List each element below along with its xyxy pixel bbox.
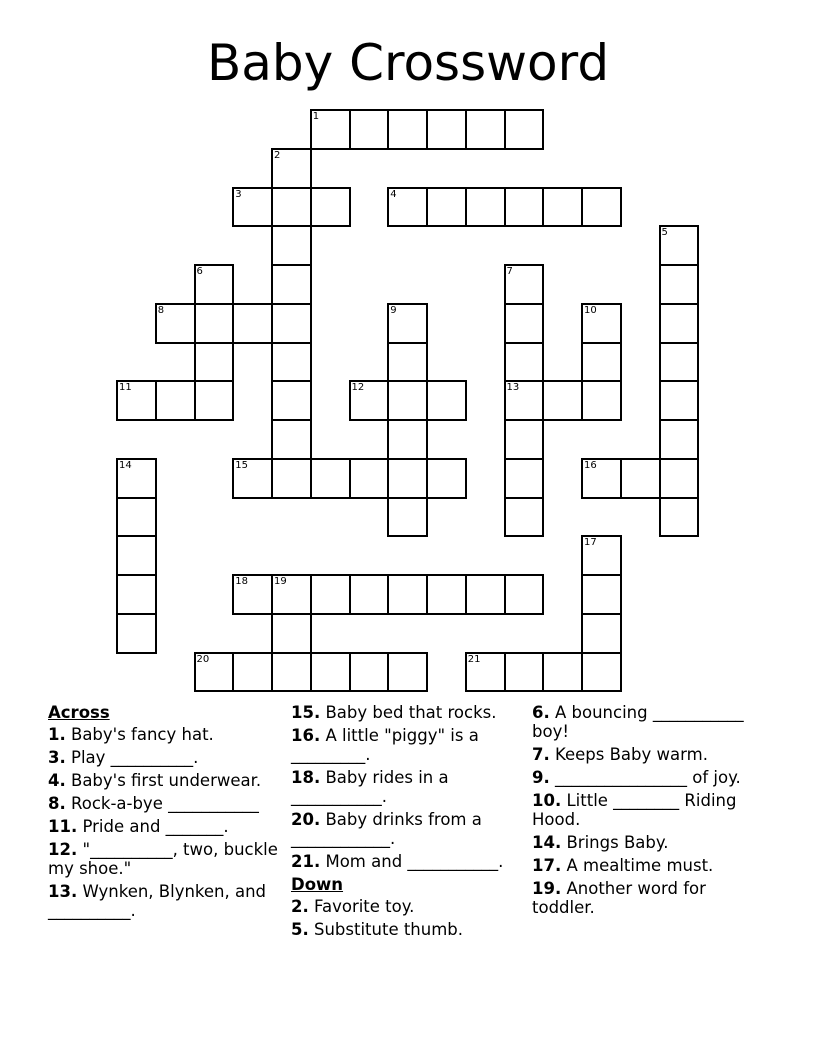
clue-item [291,703,523,722]
crossword-cell[interactable] [426,380,467,421]
crossword-cell[interactable] [465,109,506,150]
clue-item [532,768,772,787]
crossword-cell[interactable] [542,652,583,693]
clue-number: 5 [661,227,668,239]
clue-item [48,817,278,836]
clue-item-text: Substitute thumb. [308,920,464,939]
crossword-cell[interactable] [581,574,622,615]
clue-item-number: 17. [532,856,562,875]
crossword-cell[interactable] [349,652,390,693]
crossword-cell[interactable] [387,458,428,499]
crossword-cell[interactable] [271,148,312,189]
clue-number: 20 [196,653,210,665]
clue-item-text: Brings Baby. [561,833,669,852]
crossword-cell[interactable] [659,342,700,383]
clue-item [532,791,772,829]
crossword-cell[interactable] [504,380,545,421]
crossword-cell[interactable] [659,303,700,344]
clue-item [291,920,523,939]
clues-column-1 [48,703,278,924]
clue-item-text: Another word for toddler. [532,879,706,917]
clues-column-3 [532,703,772,921]
clue-item-number: 18. [291,768,321,787]
clue-item-number: 21. [291,852,321,871]
clue-number: 4 [390,188,397,200]
crossword-cell[interactable] [504,574,545,615]
clue-item-number: 8. [48,794,66,813]
clue-number: 15 [235,459,248,471]
crossword-cell[interactable] [349,574,390,615]
crossword-cell[interactable] [194,652,235,693]
crossword-cell[interactable] [504,342,545,383]
clue-item [48,748,278,767]
clue-item-text: A mealtime must. [561,856,714,875]
clue-item-number: 10. [532,791,562,810]
crossword-cell[interactable] [581,342,622,383]
down-heading: Down [291,875,344,894]
clue-item-number: 6. [532,703,550,722]
clue-item-number: 16. [291,726,321,745]
crossword-cell[interactable] [155,303,196,344]
crossword-cell[interactable] [426,109,467,150]
crossword-cell[interactable] [310,187,351,228]
clue-number: 13 [506,382,520,394]
across-clue-list [48,725,278,920]
clue-number: 1 [312,111,320,122]
crossword-cell[interactable] [387,303,428,344]
clue-number: 10 [584,304,597,316]
crossword-cell[interactable] [232,187,273,228]
crossword-cell[interactable] [194,264,235,305]
clue-number: 7 [506,266,513,277]
clue-item [48,882,278,920]
clue-number: 9 [390,304,397,316]
crossword-cell[interactable] [310,458,351,499]
clue-item-number: 4. [48,771,66,790]
clue-item [48,725,278,744]
clue-item-text: Baby bed that rocks. [320,703,497,722]
clue-item-number: 7. [532,745,550,764]
clue-item-text: A bouncing ___________ boy! [532,703,744,741]
crossword-cell[interactable] [271,380,312,421]
clue-number: 12 [351,382,365,394]
crossword-cell[interactable] [387,652,428,693]
clue-number: 3 [235,188,242,200]
clue-number: 18 [235,576,248,587]
clue-item-text: Keeps Baby warm. [549,745,708,764]
across-heading: Across [48,703,110,722]
down-clue-list-continued [532,703,772,917]
clue-number: 21 [467,653,481,665]
crossword-cell[interactable] [194,303,235,344]
clue-item [532,879,772,917]
crossword-cell[interactable] [581,652,622,693]
clue-item [532,703,772,741]
crossword-cell[interactable] [310,109,351,150]
clue-item-text: Wynken, Blynken, and __________. [48,882,267,920]
crossword-cell[interactable] [465,574,506,615]
crossword-cell[interactable] [310,574,351,615]
crossword-cell[interactable] [659,225,700,266]
clue-item-number: 2. [291,897,309,916]
crossword-cell[interactable] [504,419,545,460]
crossword-cell[interactable] [271,225,312,266]
clue-number: 8 [157,304,165,316]
clue-number: 6 [196,266,203,277]
crossword-cell[interactable] [465,187,506,228]
crossword-cell[interactable] [504,497,545,538]
crossword-cell[interactable] [504,458,545,499]
crossword-cell[interactable] [116,613,157,654]
crossword-cell[interactable] [194,342,235,383]
crossword-cell[interactable] [581,303,622,344]
clue-item-number: 3. [48,748,66,767]
crossword-cell[interactable] [387,380,428,421]
page-title: Baby Crossword [206,34,610,92]
clue-item-text: A little "piggy" is a _________. [291,726,479,764]
down-clue-list [291,897,523,939]
crossword-cell[interactable] [271,613,312,654]
crossword-cell[interactable] [349,109,390,150]
clue-item [532,833,772,852]
clue-number: 2 [274,149,281,161]
clues-column-2 [291,703,523,943]
clue-item-text: Play __________. [65,748,199,767]
crossword-cell[interactable] [581,458,622,499]
crossword-cell[interactable] [504,109,545,150]
crossword-cell[interactable] [504,264,545,305]
clue-item-text: Rock-a-bye ___________ [65,794,259,813]
crossword-cell[interactable] [310,652,351,693]
clue-number: 17 [584,537,597,549]
clue-item-number: 20. [291,810,321,829]
clue-item [532,745,772,764]
crossword-cell[interactable] [116,380,157,421]
clue-item-number: 13. [48,882,78,901]
clue-item [48,771,278,790]
crossword-cell[interactable] [581,187,622,228]
clue-item [291,810,523,848]
crossword-cell[interactable] [542,380,583,421]
crossword-cell[interactable] [542,187,583,228]
clue-number: 16 [584,459,597,471]
clue-item-text: Baby's fancy hat. [65,725,214,744]
clue-item [48,840,278,878]
clue-item-number: 11. [48,817,78,836]
crossword-cell[interactable] [504,652,545,693]
clue-number: 19 [274,576,287,587]
crossword-cell[interactable] [426,574,467,615]
clue-item-number: 14. [532,833,562,852]
crossword-cell[interactable] [271,303,312,344]
clue-item [291,726,523,764]
crossword-cell[interactable] [465,652,506,693]
crossword-cell[interactable] [349,380,390,421]
crossword-cell[interactable] [387,342,428,383]
clue-item [291,768,523,806]
crossword-cell[interactable] [116,458,157,499]
crossword-cell[interactable] [271,342,312,383]
clue-item-number: 1. [48,725,66,744]
crossword-cell[interactable] [232,458,273,499]
clue-item-text: Baby's first underwear. [65,771,262,790]
crossword-cell[interactable] [581,535,622,576]
clue-number: 14 [119,459,132,471]
crossword-cell[interactable] [387,497,428,538]
crossword-cell[interactable] [116,497,157,538]
crossword-cell[interactable] [116,574,157,615]
crossword-cell[interactable] [387,419,428,460]
crossword-cell[interactable] [426,458,467,499]
clue-item-text: Baby rides in a ___________. [291,768,449,806]
clue-item [291,852,523,871]
crossword-cell[interactable] [659,497,700,538]
crossword-cell[interactable] [426,187,467,228]
clue-item [532,856,772,875]
crossword-cell[interactable] [271,574,312,615]
crossword-cell[interactable] [620,458,661,499]
crossword-cell[interactable] [116,535,157,576]
crossword-cell[interactable] [659,458,700,499]
clue-item [48,794,278,813]
clue-item-text: Baby drinks from a ____________. [291,810,482,848]
crossword-cell[interactable] [155,380,196,421]
clue-item-number: 15. [291,703,321,722]
clue-item-number: 19. [532,879,562,898]
crossword-cell[interactable] [659,264,700,305]
crossword-cell[interactable] [659,380,700,421]
crossword-cell[interactable] [271,419,312,460]
crossword-cell[interactable] [194,380,235,421]
clue-item-number: 5. [291,920,309,939]
crossword-cell[interactable] [387,187,428,228]
crossword-cell[interactable] [271,187,312,228]
crossword-cell[interactable] [232,574,273,615]
clue-item-text: ________________ of joy. [549,768,741,787]
crossword-cell[interactable] [387,109,428,150]
crossword-cell[interactable] [349,458,390,499]
crossword-cell[interactable] [659,419,700,460]
crossword-cell[interactable] [271,264,312,305]
crossword-cell[interactable] [271,458,312,499]
clue-item-text: Pride and _______. [77,817,229,836]
clue-number: 11 [119,382,132,394]
clue-item-number: 9. [532,768,550,787]
clue-item-number: 12. [48,840,78,859]
crossword-cell[interactable] [504,187,545,228]
crossword-cell[interactable] [232,303,273,344]
clue-item-text: Little ________ Riding Hood. [532,791,737,829]
across-clue-list-continued [291,703,523,871]
clue-item-text: Mom and ___________. [320,852,504,871]
crossword-cell[interactable] [271,652,312,693]
crossword-cell[interactable] [387,574,428,615]
crossword-cell[interactable] [581,380,622,421]
crossword-cell[interactable] [232,652,273,693]
clue-item-text: "__________, two, buckle my shoe." [48,840,278,878]
clue-item-text: Favorite toy. [308,897,415,916]
clue-item [291,897,523,916]
crossword-cell[interactable] [504,303,545,344]
crossword-cell[interactable] [581,613,622,654]
